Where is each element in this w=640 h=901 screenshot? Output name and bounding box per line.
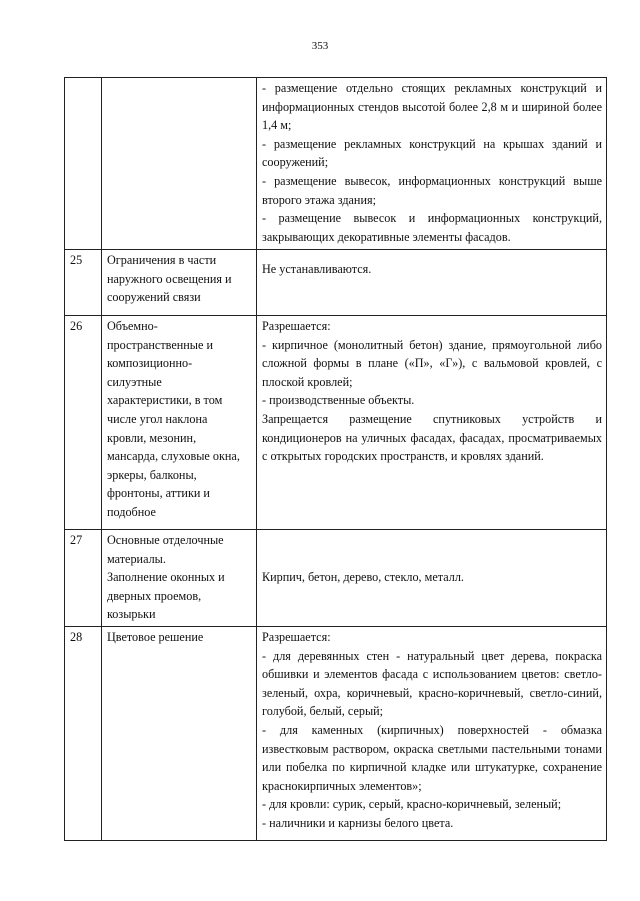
- row-name-cell: [102, 250, 257, 316]
- content-line: Разрешается:: [262, 629, 331, 644]
- content-line: Запрещается размещение спутниковых устройств и кондиционеров на уличных фасадах, фасадах, просматриваемых с открытых городских пространств, и кровлях зданий.: [262, 411, 602, 464]
- row-content-cell: [257, 626, 607, 840]
- name-line: фронтоны, аттики и: [107, 486, 210, 501]
- content-line: - размещение вывесок и информационных конструкций, закрывающих декоративные элементы фасадов.: [262, 211, 602, 244]
- content-line: - производственные объекты.: [262, 393, 415, 408]
- row-name-cell: [102, 78, 257, 250]
- row-number-cell: 25: [65, 250, 102, 316]
- page-number: 353: [311, 40, 329, 52]
- content-line: - для деревянных стен - натуральный цвет дерева, покраска обшивки и элементов фасада с использованием цветов: светло-зеленый, охра, коричневый, красно-коричневый, светло-синий, голубой, белый, серый;: [262, 648, 602, 719]
- regulations-table: [64, 77, 607, 841]
- content-line: - кирпичное (монолитный бетон) здание, прямоугольной либо сложной формы в плане («П», «Г»), с вальмовой кровлей, с плоской кровлей;: [262, 337, 602, 389]
- name-line: характеристики, в том: [107, 393, 223, 408]
- name-line: эркеры, балконы,: [107, 467, 197, 482]
- name-line: Объемно-: [107, 319, 158, 333]
- row-name-cell: [102, 530, 257, 627]
- name-line: пространственные и: [107, 337, 213, 352]
- name-line: наружного освещения и: [107, 271, 232, 286]
- content-line: - для кровли: сурик, серый, красно-коричневый, зеленый;: [262, 797, 562, 812]
- content-line: - для каменных (кирпичных) поверхностей - обмазка известковым раствором, окраска светлыми пастельными тонами или побелка по кирпичной кладке или штукатурке, сохранение краснокирпичных элементов»;: [262, 722, 602, 793]
- table-row: [65, 250, 607, 316]
- table-row: [65, 316, 607, 530]
- name-line: дверных проемов,: [107, 588, 202, 603]
- content-line: - наличники и карнизы белого цвета.: [262, 815, 454, 830]
- content-line: - размещение вывесок, информационных конструкций выше второго этажа здания;: [262, 173, 602, 207]
- content-line: Не устанавливаются.: [262, 262, 372, 276]
- row-number-cell: 26: [65, 316, 102, 530]
- row-content-cell: [257, 250, 607, 316]
- row-name-cell: [102, 626, 257, 840]
- row-content-cell: [257, 78, 607, 250]
- row-number-cell: 27: [65, 530, 102, 627]
- name-line: композиционно-: [107, 356, 193, 371]
- row-content-cell: [257, 530, 607, 627]
- row-number-cell: 28: [65, 626, 102, 840]
- row-content-cell: [257, 316, 607, 530]
- table-row: [65, 626, 607, 840]
- content-line: Кирпич, бетон, дерево, стекло, металл.: [262, 570, 464, 585]
- table-row: [65, 78, 607, 250]
- table-row: [65, 530, 607, 627]
- row-number-cell: [65, 78, 102, 250]
- name-line: силуэтные: [107, 374, 162, 389]
- name-line: Ограничения в части: [107, 253, 217, 267]
- name-line: кровли, мезонин,: [107, 430, 197, 445]
- content-line: Разрешается:: [262, 319, 331, 333]
- name-line: числе угол наклона: [107, 411, 208, 426]
- content-line: - размещение отдельно стоящих рекламных конструкций и информационных стендов высотой более 2,8 м и шириной более 1,4 м;: [262, 81, 602, 133]
- name-line: Заполнение оконных и: [107, 570, 225, 585]
- name-line: Цветовое решение: [107, 629, 204, 644]
- content-line: - размещение рекламных конструкций на крышах зданий и сооружений;: [262, 136, 602, 170]
- name-line: мансарда, слуховые окна,: [107, 449, 240, 464]
- row-name-cell: [102, 316, 257, 530]
- name-line: материалы.: [107, 551, 166, 566]
- name-line: подобное: [107, 504, 156, 519]
- name-line: сооружений связи: [107, 290, 201, 305]
- name-line: козырьки: [107, 607, 156, 622]
- name-line: Основные отделочные: [107, 533, 224, 547]
